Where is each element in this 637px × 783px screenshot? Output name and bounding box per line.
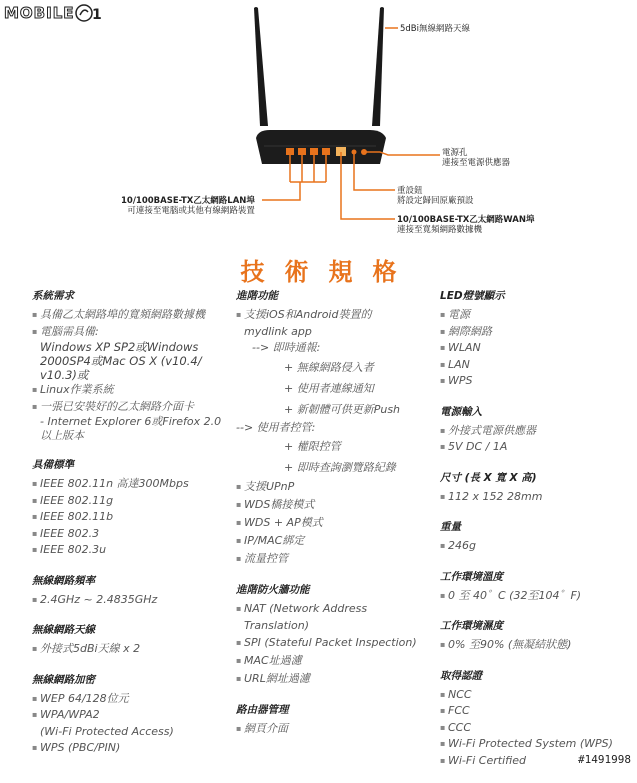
svg-text:1: 1 (92, 7, 102, 23)
spec-item: ▪ WPS (440, 373, 630, 390)
callout-reset (397, 186, 474, 206)
spec-item: ▪ WPS (PBC/PIN) (32, 740, 227, 757)
section-heading: 無線網路加密 (32, 673, 95, 686)
spec-item: ▪ 0 至 40゜C (32至104゜F) (440, 588, 630, 605)
spec-column-2 (236, 288, 436, 752)
spec-item-cont: v10.3)或 (40, 368, 89, 382)
spec-item: ▪ 一張已安裝好的乙太網路介面卡 (32, 399, 227, 416)
section-heading: 進階防火牆功能 (236, 584, 310, 596)
spec-item: ▪ Wi-Fi Protected System (WPS) (440, 736, 630, 753)
section-heading: 電源輸入 (440, 405, 482, 418)
section-heading: 重量 (440, 521, 461, 533)
spec-item: ▪ 電源 (440, 307, 630, 324)
spec-item: ▪ 外接式5dBi天線 x 2 (32, 641, 227, 658)
spec-item: ▪ 5V DC / 1A (440, 439, 630, 456)
spec-item: ▪ 0% 至90% (無凝結狀態) (440, 637, 630, 654)
spec-sub-item: --> 即時通報: (252, 341, 321, 354)
spec-column-1 (32, 288, 227, 771)
spec-item: ▪ 支援UPnP (236, 478, 436, 496)
spec-item: ▪ IEEE 802.3u (32, 542, 227, 559)
spec-item: ▪ IEEE 802.11n 高達300Mbps (32, 476, 227, 493)
section-heading: 工作環境溫度 (440, 570, 503, 583)
section-heading: 取得認證 (440, 669, 482, 682)
spec-item: ▪ 246g (440, 538, 630, 555)
callout-wan (397, 215, 534, 235)
spec-item: ▪ NCC (440, 687, 630, 704)
spec-item: ▪ 112 x 152 28mm (440, 489, 630, 506)
section-firewall (236, 582, 436, 688)
spec-item: ▪ WDS橋接模式 (236, 496, 436, 514)
section-management (236, 702, 436, 738)
spec-item: ▪ URL網址過濾 (236, 670, 436, 688)
section-heading: 系統需求 (32, 290, 74, 302)
spec-item: ▪ 網際網路 (440, 324, 630, 341)
spec-item: ▪ 網頁介面 (236, 721, 436, 738)
spec-item: ▪ SPI (Stateful Packet Inspection) (236, 634, 436, 652)
section-standards (32, 457, 227, 559)
callout-power-title: 電源孔 (442, 148, 468, 158)
watermark-id: #1491998 (578, 753, 631, 766)
section-led (440, 288, 630, 390)
callout-reset-desc: 將設定歸回原廠預設 (397, 196, 474, 206)
spec-sub-item: --> 使用者控管: (236, 420, 316, 434)
spec-item: ▪ WEP 64/128位元 (32, 691, 227, 708)
spec-item-cont: mydlink app (244, 324, 312, 338)
spec-item: ▪ IEEE 802.11b (32, 509, 227, 526)
spec-item-cont: 以上版本 (40, 429, 84, 442)
callout-wan-title: 10/100BASE-TX乙太網路WAN埠 (397, 215, 535, 225)
spec-item-cont: (Wi-Fi Protected Access) (40, 724, 174, 738)
section-heading: LED燈號顯示 (440, 290, 505, 302)
spec-item-cont: Translation) (244, 618, 309, 632)
section-advanced (236, 288, 436, 568)
section-humidity (440, 618, 630, 654)
spec-item: ▪ WLAN (440, 340, 630, 357)
spec-item: ▪ CCC (440, 720, 630, 737)
spec-sub-item: + 權限控管 (284, 440, 341, 453)
spec-sub-item: + 使用者連線通知 (284, 381, 374, 395)
svg-text:MOBILE: MOBILE (4, 4, 75, 22)
callout-reset-title: 重設鈕 (397, 186, 423, 196)
callout-wan-desc: 連接至寬頻網路數據機 (397, 225, 483, 235)
callout-lines (0, 0, 637, 260)
page-title: 技術規格 (240, 258, 417, 286)
section-system-requirements (32, 288, 227, 443)
spec-item: ▪ Wi-Fi Certified (440, 753, 630, 770)
section-heading: 路由器管理 (236, 704, 289, 716)
spec-item: ▪ 支援iOS和Android裝置的 (236, 307, 436, 324)
section-weight (440, 519, 630, 555)
spec-item: ▪ WDS + AP模式 (236, 514, 436, 532)
section-temperature (440, 569, 630, 605)
section-heading: 具備標準 (32, 459, 74, 471)
section-heading: 進階功能 (236, 290, 278, 302)
spec-item: ▪ MAC址過濾 (236, 652, 436, 670)
section-power (440, 404, 630, 456)
spec-item: ▪ FCC (440, 703, 630, 720)
spec-item: ▪ WPA/WPA2 (32, 707, 227, 724)
section-heading: 尺寸 (長 X 寬 X 高) (440, 471, 537, 484)
section-heading: 工作環境濕度 (440, 620, 503, 632)
spec-column-3 (440, 288, 630, 783)
callout-lan (121, 196, 255, 216)
spec-item: ▪ 2.4GHz ~ 2.4835GHz (32, 592, 227, 609)
spec-sub-item: + 新韌體可供更新Push (284, 402, 401, 416)
spec-item: ▪ 外接式電源供應器 (440, 423, 630, 440)
spec-item: ▪ 電腦需具備: (32, 324, 227, 341)
section-frequency (32, 573, 227, 609)
section-heading: 無線網路頻率 (32, 574, 95, 587)
spec-sub-item: + 無線網路侵入者 (284, 360, 374, 374)
spec-item: ▪ LAN (440, 357, 630, 374)
spec-item-cont: - Internet Explorer 6或Firefox 2.0 (40, 415, 222, 428)
callout-lan-title: 10/100BASE-TX乙太網路LAN埠 (121, 196, 255, 206)
spec-item: ▪ IEEE 802.3 (32, 526, 227, 543)
section-dimensions (440, 470, 630, 506)
section-encryption (32, 672, 227, 757)
callout-antenna: 5dBi無線網路天線 (400, 24, 470, 34)
spec-item: ▪ NAT (Network Address (236, 601, 436, 618)
section-heading: 無線網路天線 (32, 624, 95, 636)
spec-item: ▪ 具備乙太網路埠的寬頻網路數據機 (32, 307, 227, 324)
section-antenna (32, 622, 227, 658)
callout-lan-desc: 可連接至電腦或其他有線網路裝置 (127, 206, 255, 216)
callout-power (442, 148, 510, 168)
spec-item: ▪ IEEE 802.11g (32, 493, 227, 510)
spec-item: ▪ 流量控管 (236, 550, 436, 568)
spec-item-cont: 2000SP4或Mac OS X (v10.4/ (40, 354, 202, 368)
spec-item: ▪ Linux作業系統 (32, 382, 227, 399)
callout-power-desc: 連接至電源供應器 (442, 158, 511, 168)
spec-item: ▪ IP/MAC綁定 (236, 532, 436, 550)
spec-item-cont: Windows XP SP2或Windows (40, 340, 199, 354)
spec-sub-item: + 即時查詢瀏覽路紀錄 (284, 461, 396, 474)
